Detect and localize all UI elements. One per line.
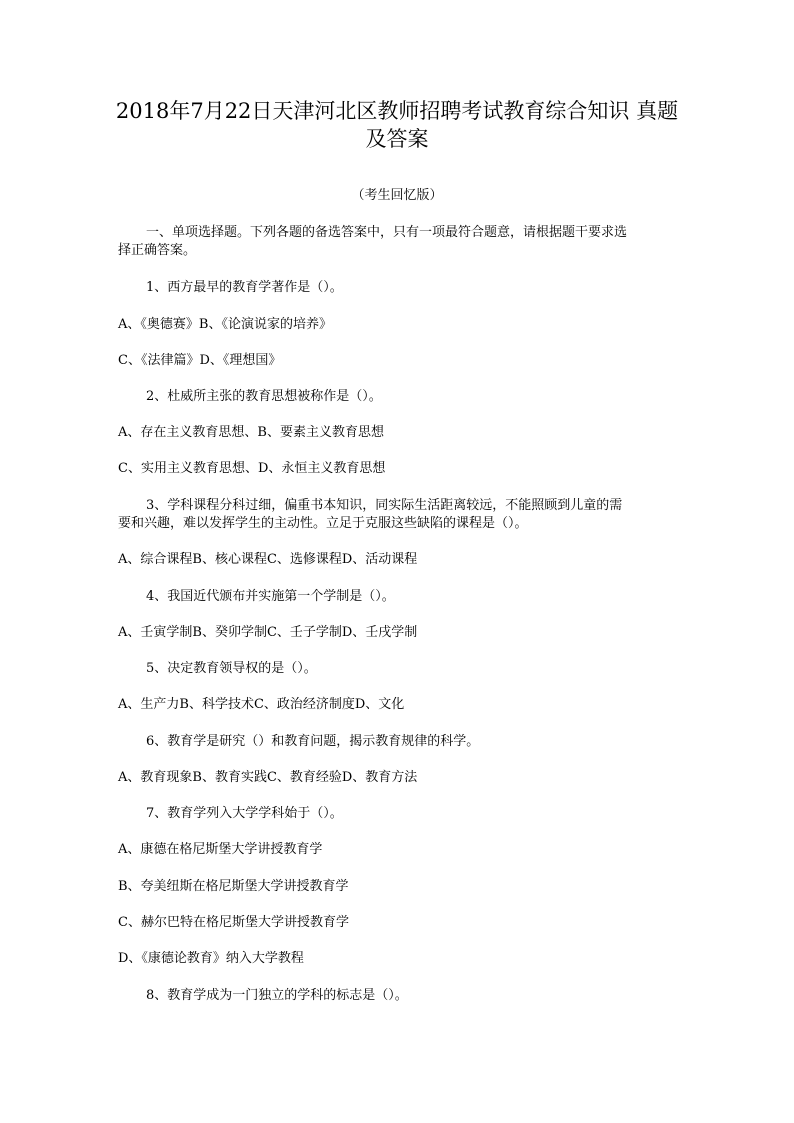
question-6: 6、教育学是研究（）和教育问题，揭示教育规律的科学。 bbox=[146, 734, 480, 749]
question-1-options-cd: C、《法律篇》D、《理想国》 bbox=[118, 353, 282, 368]
question-7-option-c: C、赫尔巴特在格尼斯堡大学讲授教育学 bbox=[118, 915, 349, 930]
question-1-options-ab: A、《奥德赛》B、《论演说家的培养》 bbox=[118, 317, 332, 332]
question-5-options: A、生产力B、科学技术C、政治经济制度D、文化 bbox=[118, 697, 405, 712]
section-intro: 一、单项选择题。下列各题的备选答案中，只有一项最符合题意，请根据题干要求选 bbox=[146, 225, 628, 240]
question-6-options: A、教育现象B、教育实践C、教育经验D、教育方法 bbox=[118, 770, 418, 785]
question-7-option-a: A、康德在格尼斯堡大学讲授教育学 bbox=[118, 842, 323, 857]
question-8: 8、教育学成为一门独立的学科的标志是（）。 bbox=[146, 988, 408, 1003]
question-4: 4、我国近代颁布并实施第一个学制是（）。 bbox=[146, 589, 395, 604]
question-2: 2、杜威所主张的教育思想被称作是（）。 bbox=[146, 389, 382, 404]
page-title-continued: 及答案 bbox=[365, 127, 429, 151]
subtitle: （考生回忆版） bbox=[351, 188, 443, 203]
question-7-option-d: D、《康德论教育》纳入大学教程 bbox=[118, 951, 304, 966]
question-7-option-b: B、夸美纽斯在格尼斯堡大学讲授教育学 bbox=[118, 879, 349, 894]
question-7: 7、教育学列入大学学科始于（）。 bbox=[146, 806, 343, 821]
question-1: 1、西方最早的教育学著作是（）。 bbox=[146, 280, 343, 295]
question-5: 5、决定教育领导权的是（）。 bbox=[146, 661, 317, 676]
section-intro-continued: 择正确答案。 bbox=[118, 243, 197, 258]
question-2-options-ab: A、存在主义教育思想、B、要素主义教育思想 bbox=[118, 425, 384, 440]
question-2-options-cd: C、实用主义教育思想、D、永恒主义教育思想 bbox=[118, 461, 386, 476]
page-title: 2018年7月22日天津河北区教师招聘考试教育综合知识 真题 bbox=[115, 99, 679, 123]
question-3-options: A、综合课程B、核心课程C、选修课程D、活动课程 bbox=[118, 552, 418, 567]
question-4-options: A、壬寅学制B、癸卯学制C、壬子学制D、壬戌学制 bbox=[118, 625, 418, 640]
question-3-continued: 要和兴趣，难以发挥学生的主动性。立足于克服这些缺陷的课程是（）。 bbox=[118, 516, 528, 531]
question-3: 3、学科课程分科过细，偏重书本知识，同实际生活距离较远，不能照顾到儿童的需 bbox=[146, 498, 623, 513]
